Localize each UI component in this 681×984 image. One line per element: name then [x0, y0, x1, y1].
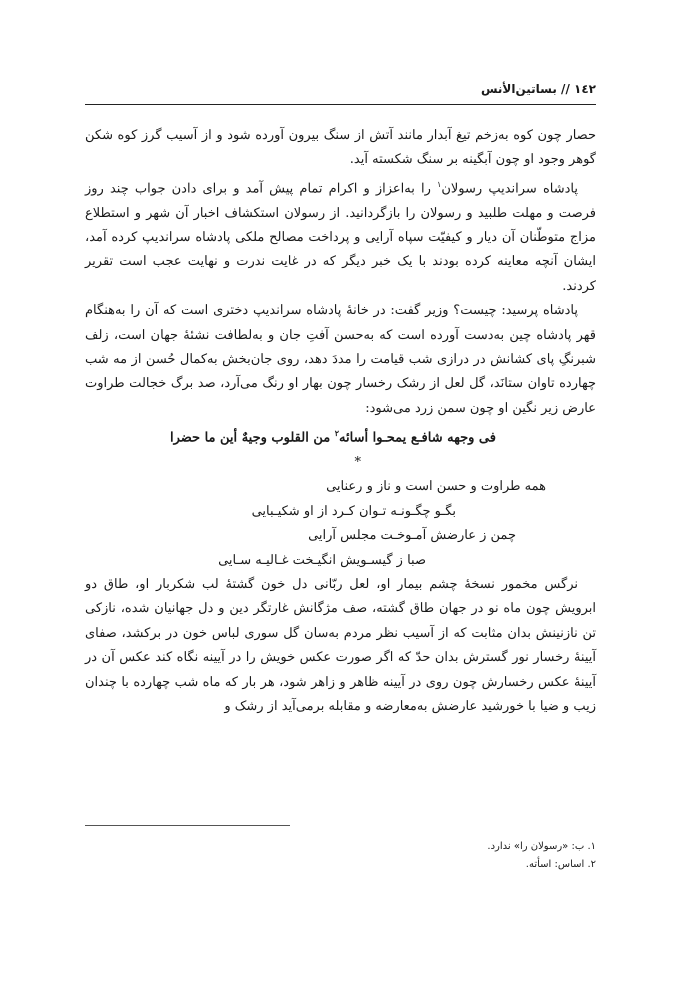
footnote-mark: ٢ [334, 428, 340, 439]
footnote: ١. ب: «رسولان را» ندارد. [487, 841, 596, 852]
paragraph: حصار چون کوه به‌زخم تیغ آبدار مانند آتش از سنگ بیرون آورده شود و از آسیب گرز کوه شکن گوهر وجود او چون آبگینه بر سنگ شکسته آید. [85, 128, 596, 168]
paragraph-text: پادشاه سراندیپ رسولان [441, 181, 578, 197]
footnotes [85, 838, 596, 874]
verse-line: چمن ز عارضش آمـوخـت مجلس آرایی [308, 528, 516, 544]
verse-hemistich: فی وجهه شافـع یمحـوا أسائه [339, 430, 496, 446]
verse-line: بگـو چگـونـه تـوان کـرد از او شکیـبایی [251, 503, 456, 519]
footnote-rule [85, 825, 290, 826]
verse-line: همه طراوت و حسن است و ناز و رعنایی [326, 479, 546, 495]
verse-hemistich: من القلوب وجیهٌ أین ما حضرا [169, 430, 335, 446]
paragraph: پادشاه پرسید: چیست؟ وزیر گفت: در خانهٔ پادشاه سراندیپ دختری است که آن را به‌هنگام قهر پادشاه چین به‌دست آورده است که به‌حسن آفتِ جان و به‌لطافت نشئهٔ جهان است، زلف شبرنگِ پای کشانش در درازی شب قیامت را مددَ دهد، روی جان‌بخش به‌کمال حُسن از مه شب چهارده تاوان ستانَد، گل لعل از رشک رخسار چون بهار او رنگ می‌آرد، صد برگ خجالت طراوت عارض زیر نگین او چون سمن زرد می‌شود: [85, 303, 596, 416]
paragraph [85, 173, 596, 299]
footnote: ٢. اساس: اسأته. [525, 859, 596, 870]
verse-line: صبا ز گیسـویش انگیـخت غـالیـه سـایی [218, 552, 426, 568]
verse-separator: * [354, 454, 361, 470]
arabic-verse [85, 421, 596, 451]
header-rule [85, 104, 596, 105]
paragraph: نرگس مخمور نسخهٔ چشم بیمار او، لعل ربّانی دل خون گشتهٔ لب شکربار او، طاق دو ابرویش چون ماه نو در جهان طاق گشته، صف مژگانش غارتگر دین و دل جهانیان شده، نازکی تن نازنینش بدان مثابت که از آسیب نظر مردم به‌سان گل سوری لباس خون در برکشد، صفای آیینهٔ رخسار نور گسترش بدان حدّ که اگر صورت عکس خویش را در آیینه نگاه کند عکس آن در آیینهٔ عکس رخسارش چون روی در آیینه ظاهر و زاهر شود، هر بار که ماه شب چهارده با چندان زیب و ضیا با خورشید عارضش به‌معارضه و مقابله برمی‌آید از رشک و [85, 576, 596, 714]
main-text [85, 124, 596, 719]
footnote-mark: ١ [437, 179, 442, 189]
running-header: ١٤٢ // بساتين‌الأنس [480, 82, 596, 96]
paragraph-text: را به‌اعزاز و اکرام تمام پیش آمد و برای دادن جواب چند روز فرصت و مهلت طلبید و رسولان را بازگردانید. از رسولان استکشاف اخبار آن شهر و استطلاع مزاج متوطّنان آن دیار و کیفیّت سپاه آرایی و پرداخت مصالح ملکی پادشاه سراندیپ کرده آمد، ایشان آنچه معاینه کرده بودند با یک خبر دیگر که در غایت ندرت و نهایت عجب است تقریر کردند. [85, 181, 596, 294]
